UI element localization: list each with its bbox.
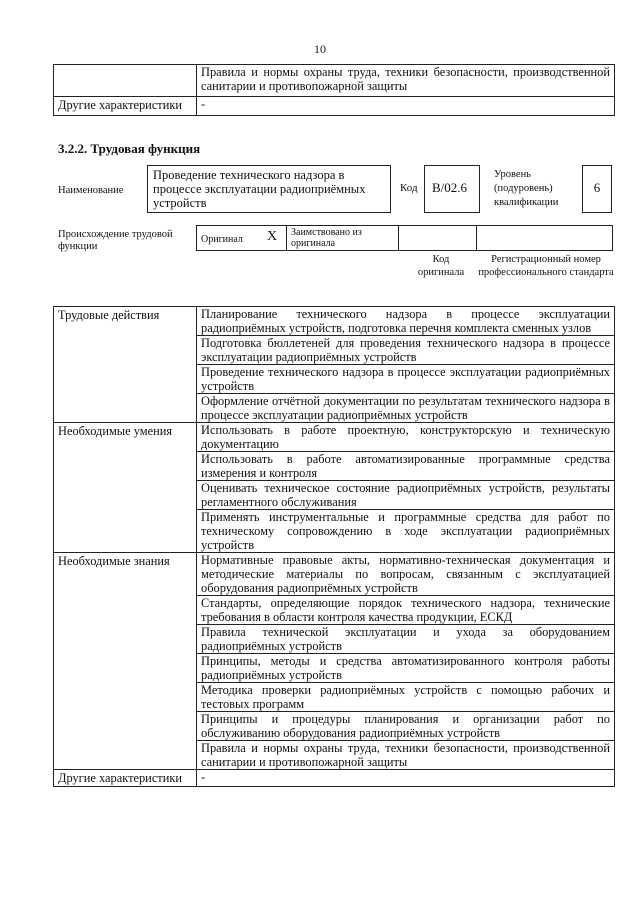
group-item: Нормативные правовые акты, нормативно-техническая документация и методические материалы по вопросам, связанным с эксплуатацией оборудования радиоприёмных устройств [197,553,615,596]
function-name-box: Проведение технического надзора в процессе эксплуатации радиоприёмных устройств [147,165,391,213]
group-item: Подготовка бюллетеней для проведения технического надзора в процессе эксплуатации радиоприёмных устройств [197,336,615,365]
table-row [54,97,615,116]
main-table [53,306,615,787]
level-box: 6 [582,165,612,213]
group-label: Необходимые умения [54,423,197,553]
table-row [54,65,615,97]
group-item: Правила и нормы охраны труда, техники безопасности, производственной санитарии и противопожарной защиты [197,741,615,770]
original-mark: X [267,229,278,244]
table-row [54,553,615,596]
code-original-caption: Код оригинала [417,254,465,278]
group-item: Методика проверки радиоприёмных устройств с помощью рабочих и тестовых программ [197,683,615,712]
group-label: Необходимые знания [54,553,197,770]
group-item: - [197,770,615,787]
table-row [54,423,615,452]
reg-number-cell [477,226,613,251]
group-item: Планирование технического надзора в процессе эксплуатации радиоприёмных устройств, подготовка перечня комплекта сменных узлов [197,307,615,336]
group-item: Принципы, методы и средства автоматизированного контроля работы радиоприёмных устройств [197,654,615,683]
row-label [54,65,197,97]
row-text: - [197,97,615,116]
original-label: Оригинал [201,234,243,245]
group-item: Оценивать техническое состояние радиоприёмных устройств, результаты регламентного обслуживания [197,481,615,510]
table-row [54,307,615,336]
group-item: Применять инструментальные и программные средства для работ по техническому сопровождению в ходе эксплуатации радиоприёмных устройств [197,510,615,553]
group-item: Использовать в работе проектную, конструкторскую и техническую документацию [197,423,615,452]
group-item: Принципы и процедуры планирования и организации работ по обслуживанию оборудования радиоприёмных устройств [197,712,615,741]
row-label: Другие характеристики [54,97,197,116]
group-item: Правила технической эксплуатации и ухода за оборудованием радиоприёмных устройств [197,625,615,654]
top-table [53,64,615,116]
section-title: 3.2.2. Трудовая функция [58,141,201,156]
code-label: Код [400,182,418,194]
group-item: Стандарты, определяющие порядок технического надзора, технические требования в области контроля качества продукции, ЕСКД [197,596,615,625]
page-number: 10 [314,42,326,56]
origin-label: Происхождение трудовой функции [58,229,173,252]
group-item: Оформление отчётной документации по результатам технического надзора в процессе эксплуатации радиоприёмных устройств [197,394,615,423]
row-text: Правила и нормы охраны труда, техники безопасности, производственной санитарии и противопожарной защиты [197,65,615,97]
reg-number-caption: Регистрационный номер профессионального стандарта [478,254,614,278]
group-item: Использовать в работе автоматизированные программные средства измерения и контроля [197,452,615,481]
group-item: Проведение технического надзора в процессе эксплуатации радиоприёмных устройств [197,365,615,394]
level-label: Уровень (подуровень) квалификации [494,169,559,208]
name-label: Наименование [58,185,124,196]
borrowed-cell: Заимствовано из оригинала [287,226,399,251]
group-label: Трудовые действия [54,307,197,423]
group-label: Другие характеристики [54,770,197,787]
code-box: B/02.6 [424,165,480,213]
origin-row [196,225,613,251]
code-original-cell [399,226,477,251]
original-cell [197,226,287,251]
table-row [54,770,615,787]
